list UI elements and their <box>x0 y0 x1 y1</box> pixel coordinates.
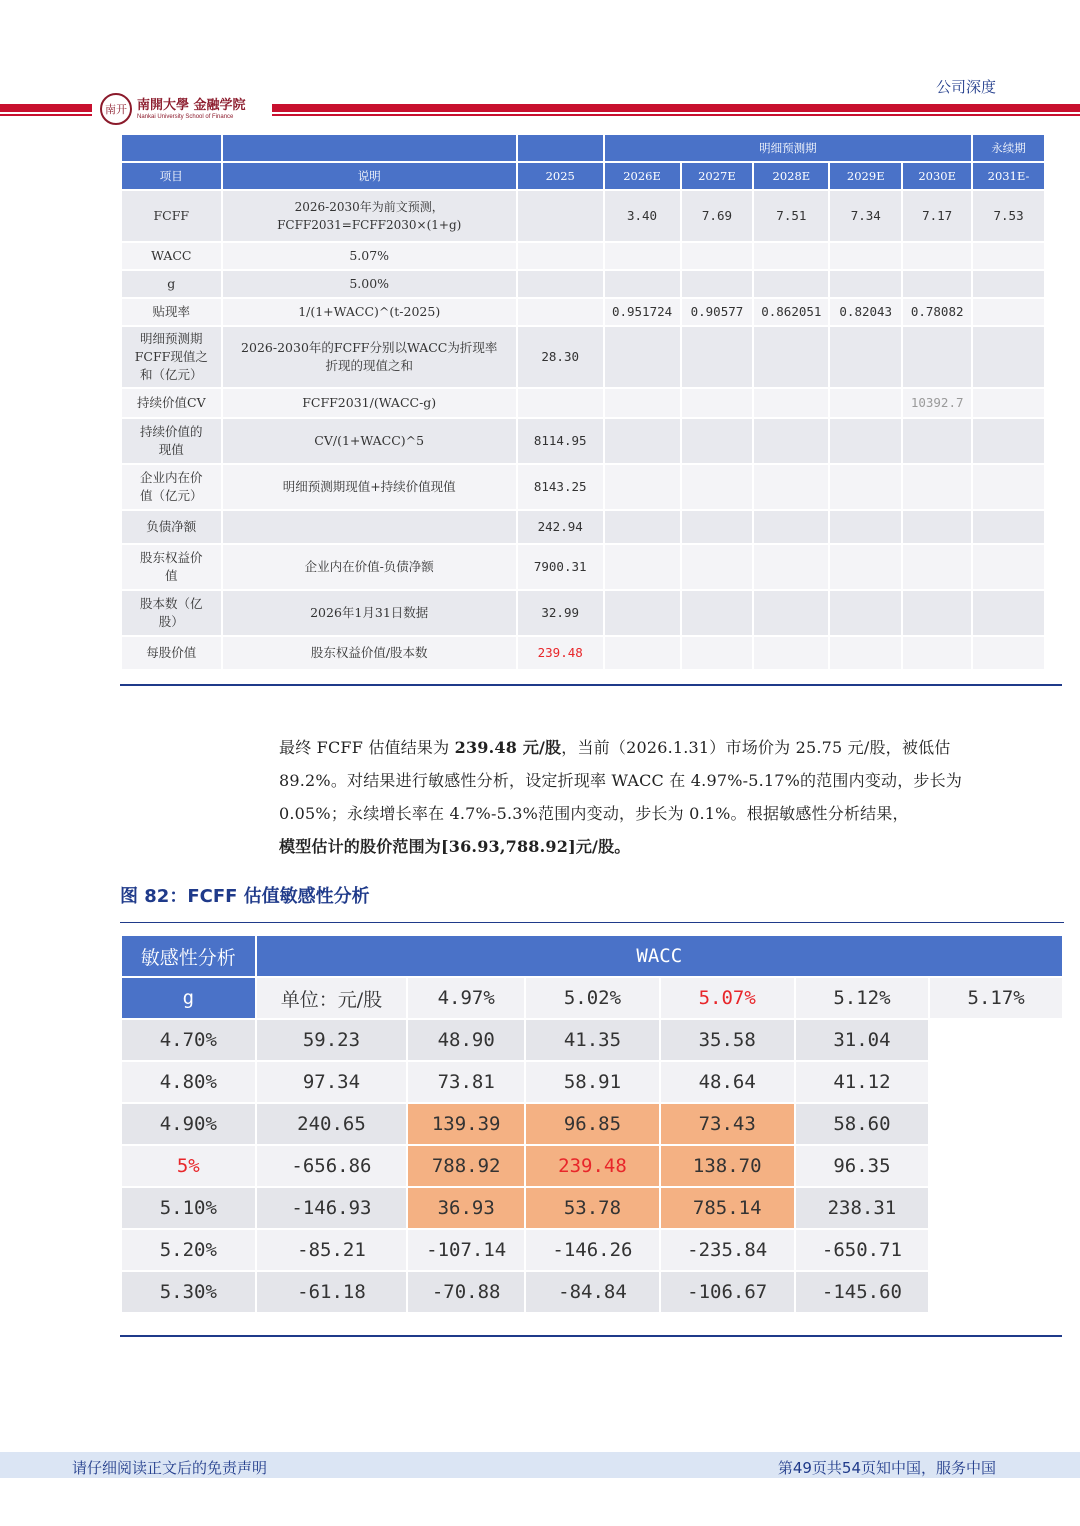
price-cell: 238.31 <box>795 1187 930 1229</box>
table-cell <box>681 636 754 670</box>
table-cell <box>681 544 754 590</box>
row-label: 股东权益价 值 <box>121 544 222 590</box>
sensitivity-row <box>121 1145 1063 1187</box>
row-label: 企业内在价 值（亿元） <box>121 464 222 510</box>
price-cell: 58.60 <box>795 1103 930 1145</box>
col-header: 项目 <box>121 162 222 190</box>
university-seal-icon: 南开 <box>100 93 132 125</box>
price-cell: 73.43 <box>660 1103 795 1145</box>
g-value: 5.10% <box>121 1187 256 1229</box>
price-cell: 59.23 <box>256 1019 408 1061</box>
table-cell <box>972 270 1045 298</box>
price-cell: -650.71 <box>795 1229 930 1271</box>
sensitivity-row <box>121 1103 1063 1145</box>
col-header: 2025 <box>517 162 604 190</box>
table-cell: FCFF2031/(WACC-g) <box>222 388 517 418</box>
table-cell: 5.00% <box>222 270 517 298</box>
wacc-header: 5.12% <box>795 977 930 1019</box>
table-cell <box>681 510 754 544</box>
table-cell <box>604 418 681 464</box>
table-cell <box>681 388 754 418</box>
table-cell <box>972 590 1045 636</box>
table-row <box>121 636 1045 670</box>
price-cell: 240.65 <box>256 1103 408 1145</box>
table-cell <box>972 510 1045 544</box>
table-cell <box>829 636 902 670</box>
price-cell: 73.81 <box>407 1061 525 1103</box>
price-cell: 96.85 <box>525 1103 660 1145</box>
table-cell <box>829 418 902 464</box>
table-cell: 8143.25 <box>517 464 604 510</box>
table-cell: 2026-2030年的FCFF分别以WACC为折现率 折现的现值之和 <box>222 326 517 388</box>
table-cell <box>604 464 681 510</box>
table-cell: 企业内在价值-负债净额 <box>222 544 517 590</box>
figure-title: 图 82：FCFF 估值敏感性分析 <box>120 886 370 907</box>
table-row <box>121 590 1045 636</box>
table-row <box>121 464 1045 510</box>
table-cell <box>517 190 604 242</box>
sensitivity-row <box>121 1019 1063 1061</box>
table-cell <box>902 270 972 298</box>
table-cell: 28.30 <box>517 326 604 388</box>
g-value: 4.70% <box>121 1019 256 1061</box>
table-cell <box>517 298 604 326</box>
price-cell: 97.34 <box>256 1061 408 1103</box>
table-cell: 5.07% <box>222 242 517 270</box>
table-cell <box>753 326 829 388</box>
table-cell <box>681 270 754 298</box>
table-cell <box>681 590 754 636</box>
wacc-group-header: WACC <box>256 935 1063 977</box>
table-cell <box>753 590 829 636</box>
price-cell: 788.92 <box>407 1145 525 1187</box>
table-cell <box>681 418 754 464</box>
table-cell <box>753 270 829 298</box>
col-header: 2031E- <box>972 162 1045 190</box>
table-cell <box>902 544 972 590</box>
table-cell <box>972 418 1045 464</box>
table-cell <box>753 510 829 544</box>
table-cell <box>681 464 754 510</box>
table-row <box>121 190 1045 242</box>
table-cell <box>972 326 1045 388</box>
fcff-valuation-table <box>120 133 1046 671</box>
sensitivity-row <box>121 1061 1063 1103</box>
row-label: FCFF <box>121 190 222 242</box>
header-blank <box>222 134 517 162</box>
table-cell <box>604 636 681 670</box>
price-cell: -70.88 <box>407 1271 525 1313</box>
col-header: 2030E <box>902 162 972 190</box>
table-cell: 10392.7 <box>902 388 972 418</box>
table-row <box>121 298 1045 326</box>
table-cell <box>604 388 681 418</box>
wacc-header: 5.02% <box>525 977 660 1019</box>
para-bold-range: 模型估计的股价范围为[36.93,788.92]元/股。 <box>279 837 631 856</box>
col-header: 2028E <box>753 162 829 190</box>
table-cell <box>753 242 829 270</box>
table-cell: 239.48 <box>517 636 604 670</box>
table-cell <box>972 388 1045 418</box>
table-cell <box>829 590 902 636</box>
header-bar-right <box>272 104 1080 112</box>
table-cell <box>829 270 902 298</box>
table-cell: 7900.31 <box>517 544 604 590</box>
table-cell: 7.34 <box>829 190 902 242</box>
table-cell: 7.53 <box>972 190 1045 242</box>
wacc-header: 5.17% <box>929 977 1063 1019</box>
sensitivity-row <box>121 1187 1063 1229</box>
table-cell <box>753 388 829 418</box>
table-cell: 0.78082 <box>902 298 972 326</box>
g-value: 5% <box>121 1145 256 1187</box>
table-cell <box>972 298 1045 326</box>
table-cell: 0.82043 <box>829 298 902 326</box>
price-cell: 239.48 <box>525 1145 660 1187</box>
table-row <box>121 544 1045 590</box>
price-cell: -106.67 <box>660 1271 795 1313</box>
table-cell <box>517 388 604 418</box>
table-cell <box>972 636 1045 670</box>
table-cell <box>753 464 829 510</box>
table-cell <box>829 464 902 510</box>
table-cell: 明细预测期现值+持续价值现值 <box>222 464 517 510</box>
wacc-header: 4.97% <box>407 977 525 1019</box>
table-cell <box>753 544 829 590</box>
price-cell: -85.21 <box>256 1229 408 1271</box>
page-number: 第49页共54页知中国，服务中国 <box>777 1459 996 1477</box>
wacc-header: 5.07% <box>660 977 795 1019</box>
table-cell <box>604 590 681 636</box>
row-label: 股本数（亿 股） <box>121 590 222 636</box>
table-bottom-rule <box>120 684 1062 686</box>
table-cell <box>902 326 972 388</box>
table-cell <box>902 590 972 636</box>
g-value: 5.30% <box>121 1271 256 1313</box>
table-cell: 3.40 <box>604 190 681 242</box>
table-cell <box>902 242 972 270</box>
logo-chinese: 南開大學 金融学院 <box>137 97 246 113</box>
table-row <box>121 242 1045 270</box>
table-cell <box>753 418 829 464</box>
row-label: WACC <box>121 242 222 270</box>
para-bold-price: 239.48 元/股 <box>454 738 562 757</box>
table-row <box>121 510 1045 544</box>
price-cell: -656.86 <box>256 1145 408 1187</box>
col-header: 2027E <box>681 162 754 190</box>
col-header: 2026E <box>604 162 681 190</box>
table-cell <box>517 270 604 298</box>
table-cell <box>829 510 902 544</box>
price-cell: 36.93 <box>407 1187 525 1229</box>
col-header: 说明 <box>222 162 517 190</box>
terminal-period-header: 永续期 <box>972 134 1045 162</box>
table-cell <box>604 510 681 544</box>
table-row <box>121 388 1045 418</box>
price-cell: 96.35 <box>795 1145 930 1187</box>
header-bar-left <box>0 104 92 112</box>
table-cell <box>972 242 1045 270</box>
price-cell: 48.64 <box>660 1061 795 1103</box>
table-cell <box>681 326 754 388</box>
price-cell: -145.60 <box>795 1271 930 1313</box>
table-cell <box>902 636 972 670</box>
table-cell: 0.90577 <box>681 298 754 326</box>
figure-top-rule <box>120 922 1064 923</box>
table-cell: 2026-2030年为前文预测， FCFF2031=FCFF2030×(1+g) <box>222 190 517 242</box>
table-cell: 242.94 <box>517 510 604 544</box>
header-blank <box>121 134 222 162</box>
price-cell: 139.39 <box>407 1103 525 1145</box>
g-value: 4.80% <box>121 1061 256 1103</box>
header-blank <box>517 134 604 162</box>
table-cell: CV/(1+WACC)^5 <box>222 418 517 464</box>
unit-label: 单位：元/股 <box>256 977 408 1019</box>
explicit-period-header: 明细预测期 <box>604 134 973 162</box>
g-group-header: g <box>121 977 256 1019</box>
table-row <box>121 270 1045 298</box>
table-cell: 1/(1+WACC)^(t-2025) <box>222 298 517 326</box>
para-text-2: ，当前（2026.1.31）市场价为 25.75 元/股，被低估 89.2%。对结果进行敏感性分析，设定折现率 WACC 在 4.97%-5.17%的范围内变动，步长为 0.05%；永续增长率在 4.7%-5.3%范围内变动，步长为 0.1%。根据敏感性分析结果， <box>279 738 963 823</box>
table-cell <box>604 326 681 388</box>
table-cell <box>222 510 517 544</box>
header-bar-right-thin <box>272 114 1080 116</box>
price-cell: -235.84 <box>660 1229 795 1271</box>
section-title: 公司深度 <box>935 78 996 96</box>
table-cell: 7.17 <box>902 190 972 242</box>
table-cell: 2026年1月31日数据 <box>222 590 517 636</box>
price-cell: -107.14 <box>407 1229 525 1271</box>
sensitivity-row <box>121 1271 1063 1313</box>
price-cell: 41.35 <box>525 1019 660 1061</box>
table-cell <box>902 510 972 544</box>
price-cell: 48.90 <box>407 1019 525 1061</box>
table-cell <box>972 544 1045 590</box>
valuation-conclusion-paragraph <box>279 731 999 863</box>
row-label: 每股价值 <box>121 636 222 670</box>
g-value: 5.20% <box>121 1229 256 1271</box>
sensitivity-row <box>121 1229 1063 1271</box>
header-bar-left-thin <box>0 114 92 116</box>
price-cell: 41.12 <box>795 1061 930 1103</box>
table-cell <box>902 418 972 464</box>
table-cell <box>604 270 681 298</box>
table-cell: 0.862051 <box>753 298 829 326</box>
price-cell: 138.70 <box>660 1145 795 1187</box>
price-cell: 53.78 <box>525 1187 660 1229</box>
table-row <box>121 326 1045 388</box>
price-cell: -84.84 <box>525 1271 660 1313</box>
table-cell <box>604 544 681 590</box>
row-label: 持续价值的 现值 <box>121 418 222 464</box>
row-label: 明细预测期 FCFF现值之 和（亿元） <box>121 326 222 388</box>
table-cell: 8114.95 <box>517 418 604 464</box>
table-cell <box>753 636 829 670</box>
disclaimer-note: 请仔细阅读正文后的免责声明 <box>72 1459 268 1477</box>
table-cell: 32.99 <box>517 590 604 636</box>
logo-english: Nankai University School of Finance <box>137 113 234 120</box>
para-text-1: 最终 FCFF 估值结果为 <box>279 738 455 757</box>
table-cell <box>902 464 972 510</box>
table-cell <box>681 242 754 270</box>
row-label: 持续价值CV <box>121 388 222 418</box>
price-cell: 785.14 <box>660 1187 795 1229</box>
price-cell: -146.93 <box>256 1187 408 1229</box>
table-cell: 股东权益价值/股本数 <box>222 636 517 670</box>
price-cell: 58.91 <box>525 1061 660 1103</box>
table-row <box>121 418 1045 464</box>
table-cell <box>829 242 902 270</box>
row-label: 贴现率 <box>121 298 222 326</box>
table-cell: 7.69 <box>681 190 754 242</box>
sensitivity-corner-label: 敏感性分析 <box>121 935 256 977</box>
col-header: 2029E <box>829 162 902 190</box>
g-value: 4.90% <box>121 1103 256 1145</box>
row-label: g <box>121 270 222 298</box>
row-label: 负债净额 <box>121 510 222 544</box>
price-cell: -146.26 <box>525 1229 660 1271</box>
table-cell <box>829 388 902 418</box>
table-cell <box>517 242 604 270</box>
price-cell: -61.18 <box>256 1271 408 1313</box>
price-cell: 31.04 <box>795 1019 930 1061</box>
table-cell: 7.51 <box>753 190 829 242</box>
table-cell: 0.951724 <box>604 298 681 326</box>
nankai-logo <box>100 92 270 126</box>
table-cell <box>829 326 902 388</box>
figure-bottom-rule <box>120 1335 1062 1337</box>
table-cell <box>604 242 681 270</box>
table-cell <box>972 464 1045 510</box>
sensitivity-table <box>120 934 1064 1314</box>
table-cell <box>829 544 902 590</box>
price-cell: 35.58 <box>660 1019 795 1061</box>
